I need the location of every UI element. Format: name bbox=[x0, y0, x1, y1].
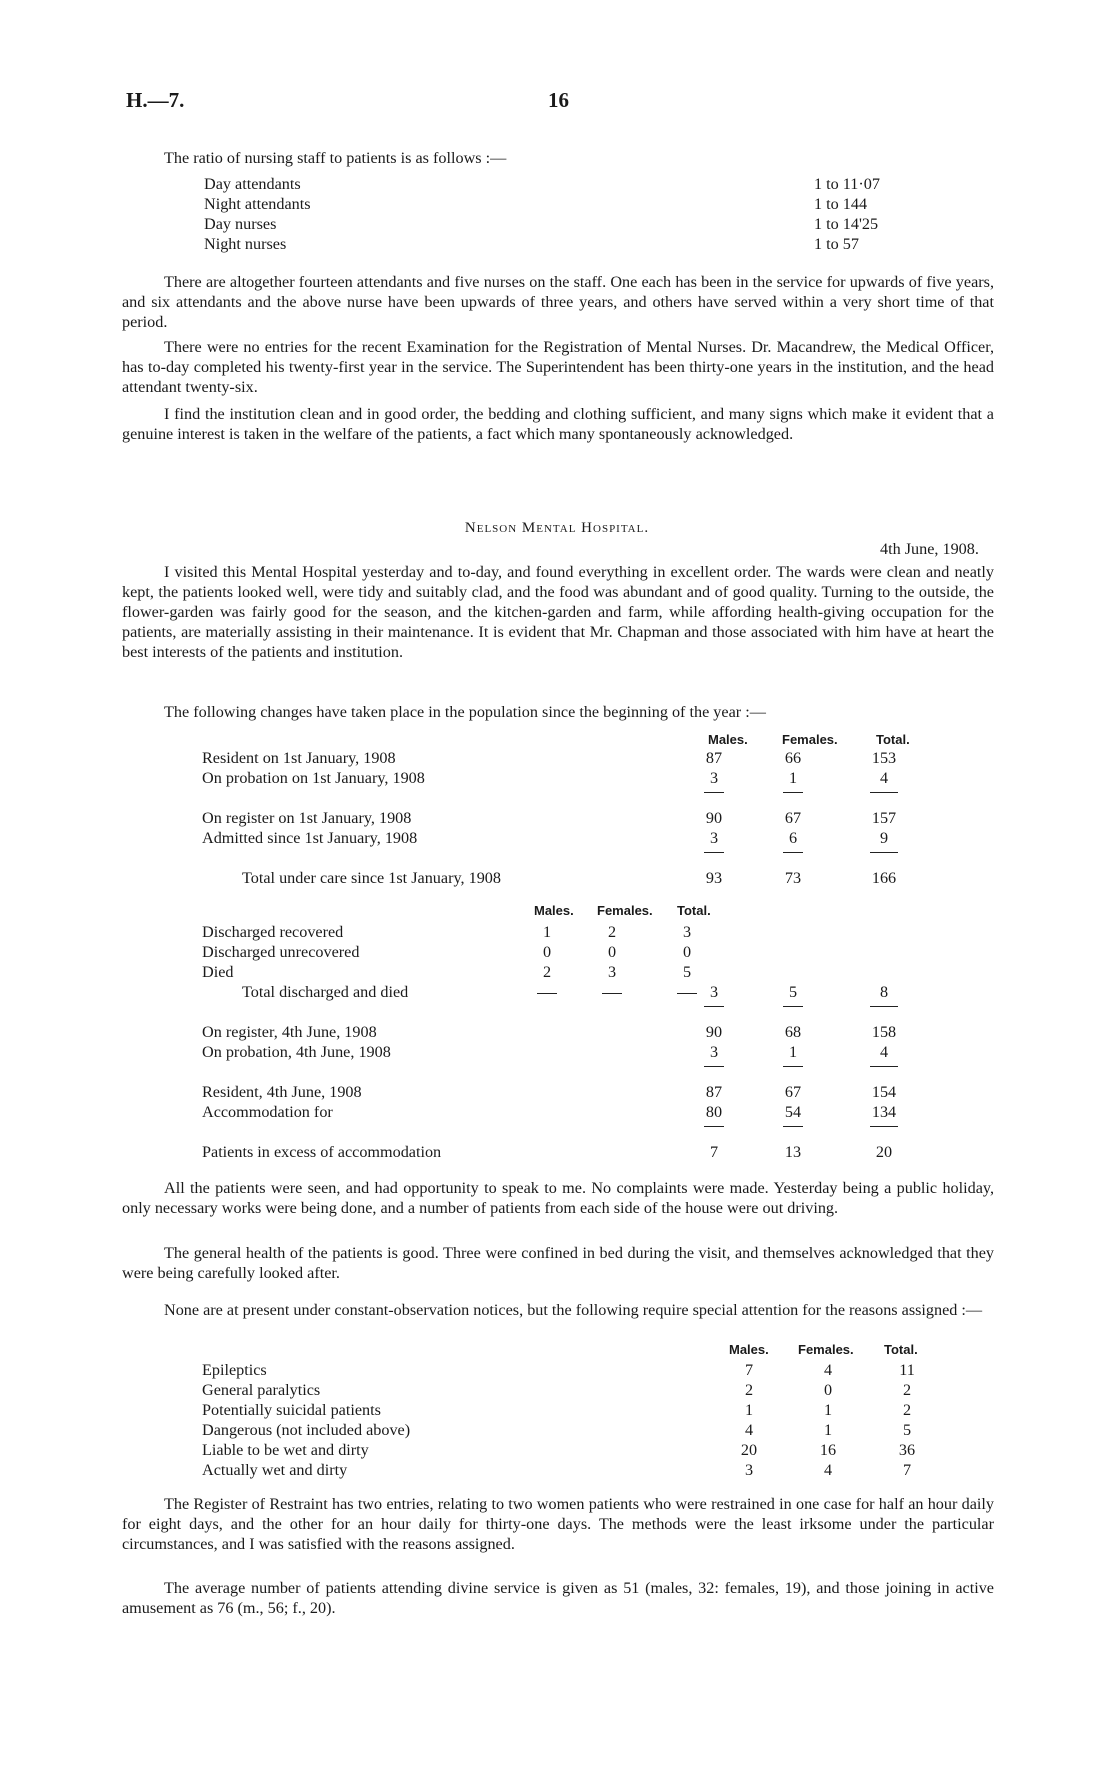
row-label: Discharged recovered bbox=[202, 923, 344, 941]
section-title: Nelson Mental Hospital. bbox=[464, 520, 650, 536]
sum-rule bbox=[783, 792, 803, 793]
row-label: Potentially suicidal patients bbox=[202, 1401, 381, 1419]
cell-females: 0 bbox=[823, 1381, 833, 1399]
sum-rule bbox=[783, 852, 803, 853]
paragraph: I find the institution clean and in good order, the bedding and clothing sufficient, and many signs which make it evident that a genuine interest is taken in the welfare of the patients, a fact which many spontaneously acknowledged. bbox=[122, 405, 994, 443]
sum-rule bbox=[783, 1006, 803, 1007]
sum-rule bbox=[704, 1126, 724, 1127]
dash-rule bbox=[602, 993, 622, 994]
paragraph: The general health of the patients is good. Three were confined in bed during the visit, and themselves acknowledged that they were being carefully looked after. bbox=[122, 1244, 994, 1282]
sum-rule bbox=[870, 1126, 898, 1127]
document-code: H.—7. bbox=[126, 88, 185, 112]
cell-total: 3 bbox=[682, 923, 692, 941]
cell-males: 3 bbox=[709, 829, 719, 847]
sum-rule bbox=[870, 852, 898, 853]
cell-females: 0 bbox=[607, 943, 617, 961]
row-label: Total discharged and died bbox=[242, 983, 409, 1001]
cell-females: 13 bbox=[784, 1143, 802, 1161]
paragraph: The average number of patients attending divine service is given as 51 (males, 32: females, 19), and those joining in active amusement as 76 (m., 56; f., 20). bbox=[122, 1579, 994, 1617]
col-header-females: Females. bbox=[782, 732, 838, 747]
cell-females: 1 bbox=[788, 769, 798, 787]
row-label: On register on 1st January, 1908 bbox=[202, 809, 412, 827]
cell-total: 0 bbox=[682, 943, 692, 961]
cell-males: 4 bbox=[744, 1421, 754, 1439]
paragraph: There were no entries for the recent Examination for the Registration of Mental Nurses. Dr. Macandrew, the Medical Officer, has to-day completed his twenty-first year in the service. The Superintendent has been thirty-one years in the institution, and the head attendant twenty-six. bbox=[122, 338, 994, 396]
row-label: Epileptics bbox=[202, 1361, 267, 1379]
row-label: Died bbox=[202, 963, 234, 981]
cell-total: 2 bbox=[902, 1381, 912, 1399]
cell-total: 166 bbox=[871, 869, 897, 887]
col-header-males: Males. bbox=[534, 903, 574, 918]
cell-males: 0 bbox=[542, 943, 552, 961]
section-date: 4th June, 1908. bbox=[880, 540, 979, 558]
cell-total: 8 bbox=[879, 983, 889, 1001]
row-label: On probation, 4th June, 1908 bbox=[202, 1043, 391, 1061]
cell-total: 9 bbox=[879, 829, 889, 847]
cell-total: 153 bbox=[871, 749, 897, 767]
sum-rule bbox=[704, 1066, 724, 1067]
visit-paragraph: I visited this Mental Hospital yesterday and to-day, and found everything in excellent order. The wards were clean and neatly kept, the patients looked well, were tidy and suitably clad, and the food was abundant and of good quality. Turning to the outside, the flower-garden was fairly good for the season, and the kitchen-garden and farm, while affording health-giving occupation for the patients, are materially assisting in their maintenance. It is evident that Mr. Chapman and those associated with him have at heart the best interests of the patients and institution. bbox=[122, 563, 994, 661]
row-label: Accommodation for bbox=[202, 1103, 333, 1121]
cell-females: 2 bbox=[607, 923, 617, 941]
row-label: Liable to be wet and dirty bbox=[202, 1441, 369, 1459]
row-label: General paralytics bbox=[202, 1381, 321, 1399]
paragraph: There are altogether fourteen attendants and five nurses on the staff. One each has been in the service for upwards of five years, and six attendants and the above nurse have been upwards of three years, and others have served within a very short time of that period. bbox=[122, 273, 994, 331]
sum-rule bbox=[704, 792, 724, 793]
cell-total: 7 bbox=[902, 1461, 912, 1479]
paragraph: None are at present under constant-observation notices, but the following require special attention for the reasons assigned :— bbox=[164, 1301, 983, 1319]
cell-males: 80 bbox=[705, 1103, 723, 1121]
cell-females: 67 bbox=[784, 1083, 802, 1101]
row-label: On register, 4th June, 1908 bbox=[202, 1023, 377, 1041]
row-label: Patients in excess of accommodation bbox=[202, 1143, 442, 1161]
cell-males: 1 bbox=[542, 923, 552, 941]
sum-rule bbox=[870, 792, 898, 793]
cell-females: 1 bbox=[823, 1421, 833, 1439]
cell-females: 6 bbox=[788, 829, 798, 847]
document-page: H.—7. 16 The ratio of nursing staff to patients is as follows :— Day attendants 1 to 11·07 Night attendants 1 to 144 Day nurses 1 to 14'25 Night nurses 1 to 57 There are altogether fourteen attendants and five nurses on the staff. One each has been in the service for upwards of five years, and six attendants and the above nurse have been upwards of three years, and others have served within a very short time of that period. There were no entries for the recent Examination for the Registration of Mental Nurses. Dr. Macandrew, the Medical Officer, has to-day completed his twenty-first year in the service. The Superintendent has been thirty-one years in the institution, and the head attendant twenty-six. I find the institution clean and in good order, the bedding and clothing sufficient, and many signs which make it evident that a genuine interest is taken in the welfare of the patients, a fact which many spontaneously acknowledged. Nelson Mental Hospital. 4th June, 1908. I visited this Mental Hospital yesterday and to-day, and found everything in excellent order. The wards were clean and neatly kept, the patients looked well, were tidy and suitably clad, and the food was abundant and of good quality. Turning to the outside, the flower-garden was fairly good for the season, and the kitchen-garden and farm, while affording health-giving occupation for the patients, are materially assisting in their maintenance. It is evident that Mr. Chapman and those associated with him have at heart the best interests of the patients and institution. The following changes have taken place in the population since the beginning of the year :— Males. Females. Total. Resident on 1st January, 1908 87 66 153 On probation on 1st January, 1908 3 1 4 On register on 1st January, 1908 90 67 157 Admitted since 1st January, 1908 3 6 9 Total under care since 1st January, 1908 93 73 166 Discharged recovered 1 2 3 Discharged unrecovered 0 0 0 Died 2 3 5 Total discharged and died 3 5 8 On register, 4th June, 1908 90 68 158 On probation, 4th June, 1908 3 1 4 Resident, 4th June, 1908 87 67 154 Accommodation for 80 54 134 Patients in excess of accommodation 7 13 20 Males. Females. Total. All the patients were seen, and had opportunity to speak to me. No complaints were made. Yesterday being a public holiday, only necessary works were being done, and a number of patients from each side of the house were out driving. The general health of the patients is good. Three were confined in bed during the visit, and themselves acknowledged that they were being carefully looked after. None are at present under constant-observation notices, but the following require special attention for the reasons assigned :— Males. Females. Total. Epileptics 7 4 11 General paralytics 2 0 2 Potentially suicidal patients 1 1 2 Dangerous (not included above) 4 1 5 Liable to be wet and dirty 20 16 36 Actually wet and dirty 3 4 7 The Register of Restraint has two entries, relating to two women patients who were restrained in one case for half an hour daily for eight days, and the other for an hour daily for thirty-one days. The methods were the least irksome under the particular circumstances, and I was satisfied with the reasons assigned. The average number of patients attending divine service is given as 51 (males, 32: females, 19), and those joining in active amusement as 76 (m., 56; f., 20). bbox=[0, 0, 1114, 1792]
row-label: Dangerous (not included above) bbox=[202, 1421, 411, 1439]
page-number: 16 bbox=[548, 88, 569, 112]
cell-males: 7 bbox=[709, 1143, 719, 1161]
cell-total: 4 bbox=[879, 769, 889, 787]
population-intro: The following changes have taken place in the population since the beginning of the year :— bbox=[164, 703, 766, 721]
cell-females: 1 bbox=[788, 1043, 798, 1061]
cell-females: 1 bbox=[823, 1401, 833, 1419]
cell-total: 158 bbox=[871, 1023, 897, 1041]
cell-males: 7 bbox=[744, 1361, 754, 1379]
cell-total: 5 bbox=[682, 963, 692, 981]
cell-females: 54 bbox=[784, 1103, 802, 1121]
cell-males: 1 bbox=[744, 1401, 754, 1419]
cell-males: 2 bbox=[744, 1381, 754, 1399]
cell-total: 36 bbox=[898, 1441, 916, 1459]
cell-total: 154 bbox=[871, 1083, 897, 1101]
ratio-intro: The ratio of nursing staff to patients is as follows :— bbox=[164, 149, 507, 167]
col-header-males: Males. bbox=[708, 732, 748, 747]
row-label: Actually wet and dirty bbox=[202, 1461, 348, 1479]
col-header-total: Total. bbox=[876, 732, 910, 747]
cell-females: 16 bbox=[819, 1441, 837, 1459]
row-label: Discharged unrecovered bbox=[202, 943, 360, 961]
cell-females: 68 bbox=[784, 1023, 802, 1041]
cell-females: 66 bbox=[784, 749, 802, 767]
row-label: Admitted since 1st January, 1908 bbox=[202, 829, 418, 847]
cell-males: 20 bbox=[740, 1441, 758, 1459]
sum-rule bbox=[704, 1006, 724, 1007]
cell-males: 3 bbox=[709, 983, 719, 1001]
cell-males: 3 bbox=[744, 1461, 754, 1479]
cell-total: 11 bbox=[899, 1361, 915, 1379]
row-label: Resident on 1st January, 1908 bbox=[202, 749, 396, 767]
row-label: Total under care since 1st January, 1908 bbox=[242, 869, 501, 887]
cell-females: 4 bbox=[823, 1461, 833, 1479]
cell-females: 3 bbox=[607, 963, 617, 981]
cell-total: 5 bbox=[902, 1421, 912, 1439]
cell-females: 5 bbox=[788, 983, 798, 1001]
col-header-total: Total. bbox=[884, 1342, 918, 1357]
col-header-males: Males. bbox=[729, 1342, 769, 1357]
cell-males: 90 bbox=[705, 809, 723, 827]
cell-total: 20 bbox=[875, 1143, 893, 1161]
dash-rule bbox=[677, 993, 697, 994]
col-header-females: Females. bbox=[798, 1342, 854, 1357]
cell-females: 67 bbox=[784, 809, 802, 827]
cell-total: 134 bbox=[871, 1103, 897, 1121]
cell-males: 2 bbox=[542, 963, 552, 981]
row-label: Resident, 4th June, 1908 bbox=[202, 1083, 362, 1101]
cell-males: 87 bbox=[705, 1083, 723, 1101]
paragraph: The Register of Restraint has two entries, relating to two women patients who were restrained in one case for half an hour daily for eight days, and the other for an hour daily for thirty-one days. The methods were the least irksome under the particular circumstances, and I was satisfied with the reasons assigned. bbox=[122, 1495, 994, 1553]
row-label: On probation on 1st January, 1908 bbox=[202, 769, 425, 787]
col-header-females: Females. bbox=[597, 903, 653, 918]
paragraph: All the patients were seen, and had opportunity to speak to me. No complaints were made. Yesterday being a public holiday, only necessary works were being done, and a number of patients from each side of the house were out driving. bbox=[122, 1179, 994, 1217]
sum-rule bbox=[870, 1066, 898, 1067]
cell-total: 157 bbox=[871, 809, 897, 827]
sum-rule bbox=[783, 1126, 803, 1127]
cell-females: 73 bbox=[784, 869, 802, 887]
cell-total: 4 bbox=[879, 1043, 889, 1061]
cell-males: 87 bbox=[705, 749, 723, 767]
col-header-total: Total. bbox=[677, 903, 711, 918]
sum-rule bbox=[783, 1066, 803, 1067]
cell-males: 3 bbox=[709, 1043, 719, 1061]
cell-males: 93 bbox=[705, 869, 723, 887]
cell-total: 2 bbox=[902, 1401, 912, 1419]
cell-males: 3 bbox=[709, 769, 719, 787]
cell-males: 90 bbox=[705, 1023, 723, 1041]
dash-rule bbox=[537, 993, 557, 994]
cell-females: 4 bbox=[823, 1361, 833, 1379]
sum-rule bbox=[870, 1006, 898, 1007]
sum-rule bbox=[704, 852, 724, 853]
